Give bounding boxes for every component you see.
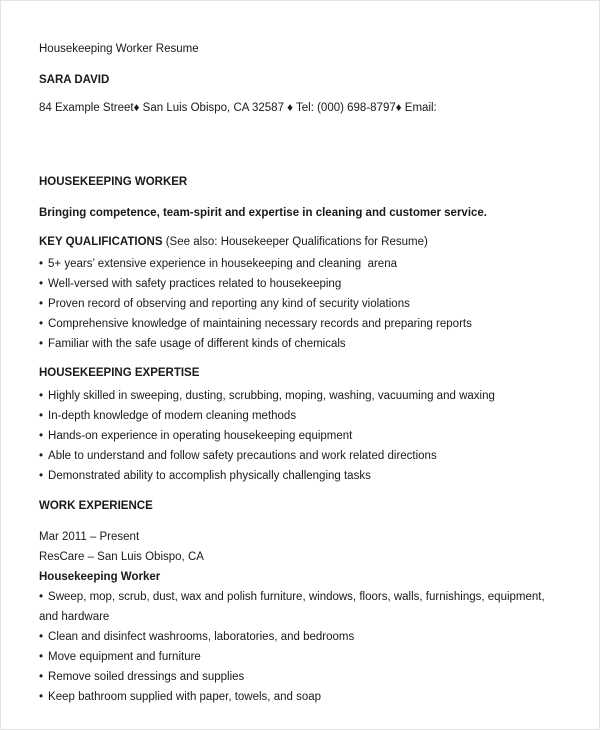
job-title-heading: HOUSEKEEPING WORKER — [39, 176, 188, 188]
bullet-text: Keep bathroom supplied with paper, towels, and soap — [48, 691, 322, 703]
bullet-text: Familiar with the safe usage of different kinds of chemicals — [48, 338, 346, 350]
list-item — [39, 386, 565, 406]
contact-line: 84 Example Street♦ San Luis Obispo, CA 32587 ♦ Tel: (000) 698-8797♦ Email: — [39, 102, 437, 114]
bullet-text: Hands-on experience in operating housekeeping equipment — [48, 430, 353, 442]
list-item — [39, 466, 565, 486]
employment-dates: Mar 2011 – Present — [39, 531, 140, 543]
list-item — [39, 254, 565, 274]
bullet-icon: • — [39, 430, 44, 442]
bullet-icon: • — [39, 298, 44, 310]
bullet-text: Proven record of observing and reporting any kind of security violations — [48, 298, 410, 310]
bullet-icon: • — [39, 278, 44, 290]
list-item — [39, 406, 565, 426]
list-item — [39, 647, 565, 667]
bullet-icon: • — [39, 631, 44, 643]
summary-tagline: Bringing competence, team-spirit and expertise in cleaning and customer service. — [39, 207, 487, 219]
bullet-icon: • — [39, 691, 44, 703]
bullet-icon: • — [39, 258, 44, 270]
list-item — [39, 294, 565, 314]
employer-name: ResCare – San Luis Obispo, CA — [39, 551, 204, 563]
list-item — [39, 446, 565, 466]
section-heading-key-qualifications — [39, 232, 565, 252]
list-item — [39, 627, 565, 647]
list-item — [39, 667, 565, 687]
list-item — [39, 687, 565, 707]
candidate-name: SARA DAVID — [39, 74, 110, 86]
bullet-text: In-depth knowledge of modem cleaning methods — [48, 410, 297, 422]
work-experience-list — [39, 587, 565, 707]
bullet-icon: • — [39, 470, 44, 482]
bullet-icon: • — [39, 318, 44, 330]
bullet-text: Highly skilled in sweeping, dusting, scrubbing, moping, washing, vacuuming and waxing — [48, 390, 495, 402]
list-item — [39, 314, 565, 334]
bullet-text: Comprehensive knowledge of maintaining necessary records and preparing reports — [48, 318, 472, 330]
key-qualifications-list — [39, 254, 565, 354]
bullet-text: Move equipment and furniture — [48, 651, 201, 663]
bullet-text: 5+ years’ extensive experience in housekeeping and cleaning arena — [48, 258, 397, 270]
section-heading-housekeeping-expertise: HOUSEKEEPING EXPERTISE — [39, 367, 200, 379]
bullet-icon: • — [39, 651, 44, 663]
bullet-text: Remove soiled dressings and supplies — [48, 671, 245, 683]
bullet-icon: • — [39, 410, 44, 422]
bullet-text: Clean and disinfect washrooms, laboratories, and bedrooms — [48, 631, 355, 643]
section-heading-work-experience: WORK EXPERIENCE — [39, 500, 153, 512]
bullet-text: Sweep, mop, scrub, dust, wax and polish furniture, windows, floors, walls, furnishings, equipment, and hardware — [39, 591, 548, 623]
key-qualifications-note: (See also: Housekeeper Qualifications for Resume) — [162, 236, 428, 248]
bullet-icon: • — [39, 338, 44, 350]
job-role: Housekeeping Worker — [39, 571, 161, 583]
bullet-icon: • — [39, 390, 44, 402]
bullet-icon: • — [39, 591, 44, 603]
list-item — [39, 334, 565, 354]
bullet-icon: • — [39, 671, 44, 683]
key-qualifications-label: KEY QUALIFICATIONS — [39, 236, 163, 248]
housekeeping-expertise-list — [39, 386, 565, 486]
bullet-text: Demonstrated ability to accomplish physically challenging tasks — [48, 470, 371, 482]
bullet-text: Well-versed with safety practices related to housekeeping — [48, 278, 342, 290]
document-title: Housekeeping Worker Resume — [39, 43, 199, 55]
list-item — [39, 274, 565, 294]
list-item — [39, 426, 565, 446]
bullet-text: Able to understand and follow safety precautions and work related directions — [48, 450, 437, 462]
bullet-icon: • — [39, 450, 44, 462]
list-item — [39, 587, 565, 627]
